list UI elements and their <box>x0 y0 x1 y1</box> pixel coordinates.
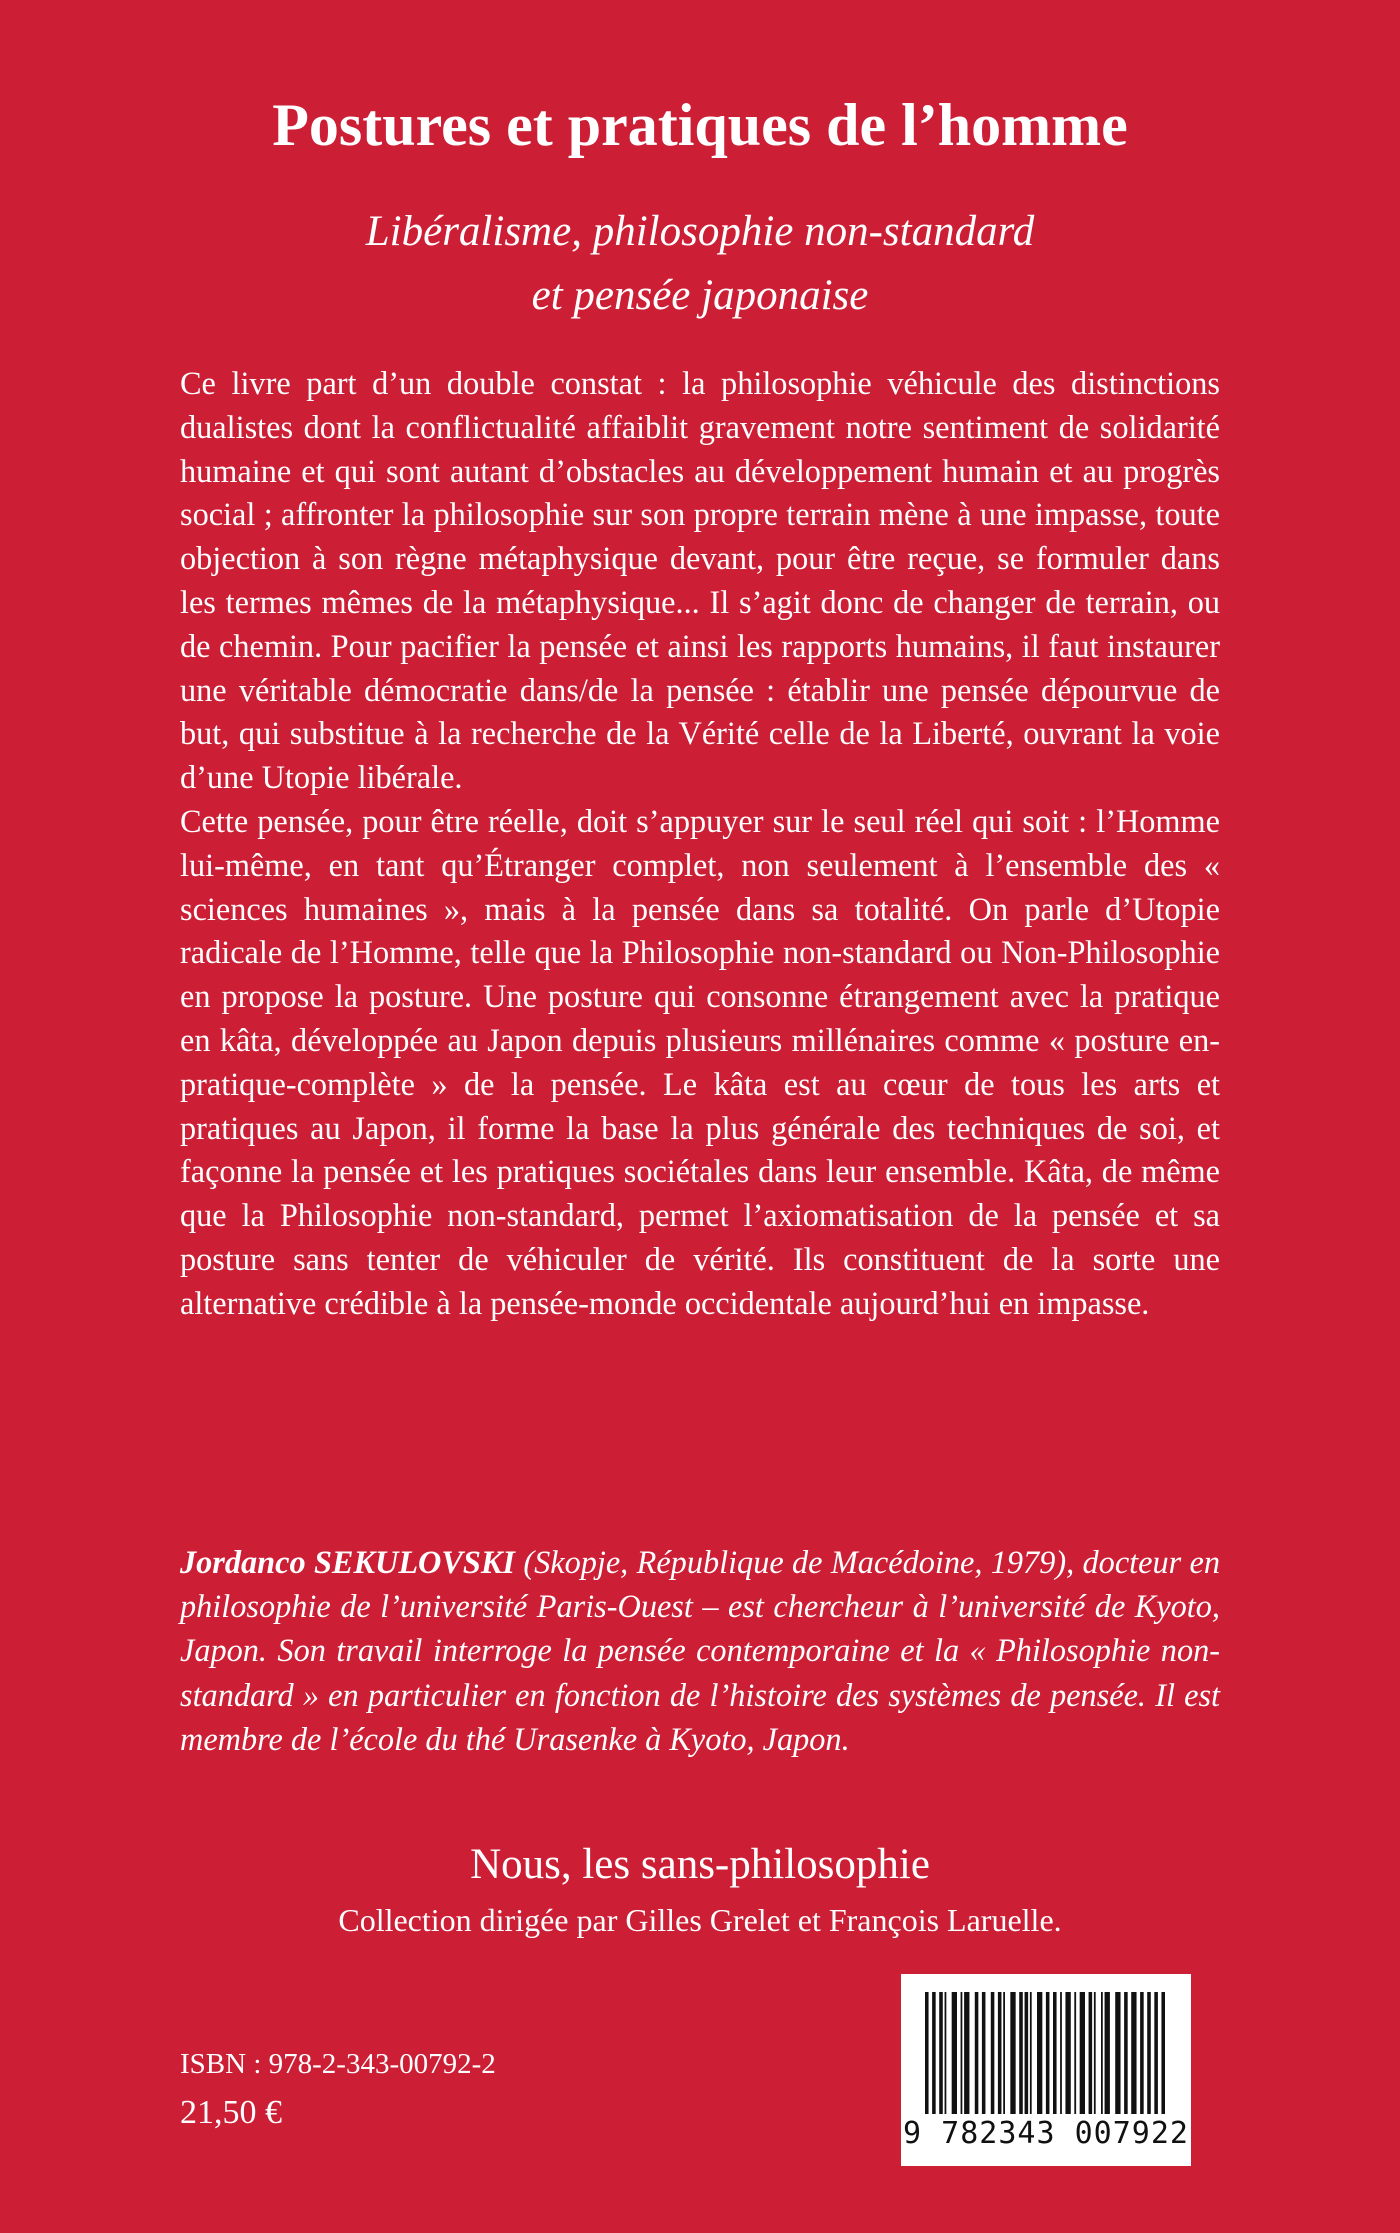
barcode-bar <box>1030 1992 1032 2114</box>
barcode-bar <box>975 1992 979 2114</box>
barcode-bar <box>1154 1992 1158 2114</box>
barcode-bar <box>998 1992 1002 2114</box>
barcode-bar <box>1147 1992 1151 2114</box>
barcode-bar <box>1046 1992 1050 2114</box>
barcode-bar <box>925 1992 929 2114</box>
barcode-bar <box>1010 1992 1015 2114</box>
barcode-bar <box>1161 1992 1165 2114</box>
subtitle-line-1: Libéralisme, philosophie non-standard <box>365 208 1035 255</box>
barcode-bar <box>1003 1992 1005 2114</box>
barcode-bar <box>1105 1992 1110 2114</box>
barcode-bar <box>1140 1992 1144 2114</box>
subtitle-line-2: et pensée japonaise <box>531 272 869 319</box>
barcode <box>901 1974 1191 2166</box>
barcode-number: 9 782343 007922 <box>903 2116 1189 2151</box>
author-bio <box>180 1540 1220 1761</box>
barcode-bar <box>991 1992 995 2114</box>
barcode-bar <box>932 1992 936 2114</box>
blurb-paragraph-2: Cette pensée, pour être réelle, doit s’appuyer sur le seul réel qui soit : l’Homme lui-même, en tant qu’Étranger complet, non seulement à l’ensemble des « sciences humaines », mais à la pensée dans sa totalité. On parle d’Utopie radicale de l’Homme, telle que la Philosophie non-standard ou Non-Philosophie en propose la posture. Une posture qui consonne étrangement avec la pratique en kâta, développée au Japon depuis plusieurs millénaires comme « posture en-pratique-complète » de la pensée. Le kâta est au cœur de tous les arts et pratiques au Japon, il forme la base la plus générale des techniques de soi, et façonne la pensée et les pratiques sociétales dans leur ensemble. Kâta, de même que la Philosophie non-standard, permet l’axiomatisation de la pensée et sa posture sans tenter de véhiculer de vérité. Ils constituent de la sorte une alternative crédible à la pensée-monde occidentale aujourd’hui en impasse. <box>180 802 1220 1321</box>
barcode-bar <box>939 1992 943 2114</box>
barcode-bar <box>961 1992 963 2114</box>
barcode-bar <box>1124 1992 1128 2114</box>
barcode-bar <box>1074 1992 1076 2114</box>
barcode-bar <box>1101 1992 1103 2114</box>
barcode-bar <box>1025 1992 1029 2114</box>
barcode-bar <box>1094 1992 1096 2114</box>
blurb <box>180 362 1220 1326</box>
book-subtitle <box>0 200 1400 328</box>
barcode-bar <box>1037 1992 1042 2114</box>
collection-name: Nous, les sans-philosophie <box>470 1841 930 1888</box>
price-label: 21,50 € <box>180 2094 282 2131</box>
barcode-bar <box>945 1992 947 2114</box>
isbn-label: ISBN : 978-2-343-00792-2 <box>180 2048 496 2080</box>
blurb-paragraph-1: Ce livre part d’un double constat : la philosophie véhicule des distinctions dualistes dont la conflictualité affaiblit gravement notre sentiment de solidarité humaine et qui sont autant d’obstacles au développement humain et au progrès social ; affronter la philosophie sur son propre terrain mène à une impasse, toute objection à son règne métaphysique devant, pour être reçue, se formuler dans les termes mêmes de la métaphysique... Il s’agit donc de changer de terrain, ou de chemin. Pour pacifier la pensée et ainsi les rapports humains, il faut instaurer une véritable démocratie dans/de la pensée : établir une pensée dépourvue de but, qui substitue à la recherche de la Vérité celle de la Liberté, ouvrant la voie d’une Utopie libérale. <box>180 365 1220 796</box>
barcode-bars <box>901 1974 1191 2124</box>
book-title: Postures et pratiques de l’homme <box>272 92 1128 158</box>
collection-directors: Collection dirigée par Gilles Grelet et François Laruelle. <box>338 1902 1062 1938</box>
barcode-bar <box>982 1992 986 2114</box>
barcode-bar <box>1089 1992 1093 2114</box>
barcode-bar <box>1115 1992 1120 2114</box>
barcode-bar <box>1065 1992 1070 2114</box>
barcode-bar <box>1019 1992 1023 2114</box>
barcode-bar <box>952 1992 957 2114</box>
author-name: Jordanco SEKULOVSKI <box>180 1544 515 1580</box>
barcode-bar <box>964 1992 969 2114</box>
barcode-bar <box>1053 1992 1057 2114</box>
barcode-bar <box>1131 1992 1136 2114</box>
barcode-bar <box>1080 1992 1085 2114</box>
barcode-bar <box>1060 1992 1062 2114</box>
author-bio-text: (Skopje, République de Macédoine, 1979), docteur en philosophie de l’université Paris-Ouest – est chercheur à l’université de Kyoto, Japon. Son travail interroge la pensée contemporaine et la « Philosophie non-standard » en particulier en fonction de l’histoire des systèmes de pensée. Il est membre de l’école du thé Urasenke à Kyoto, Japon. <box>180 1544 1221 1757</box>
